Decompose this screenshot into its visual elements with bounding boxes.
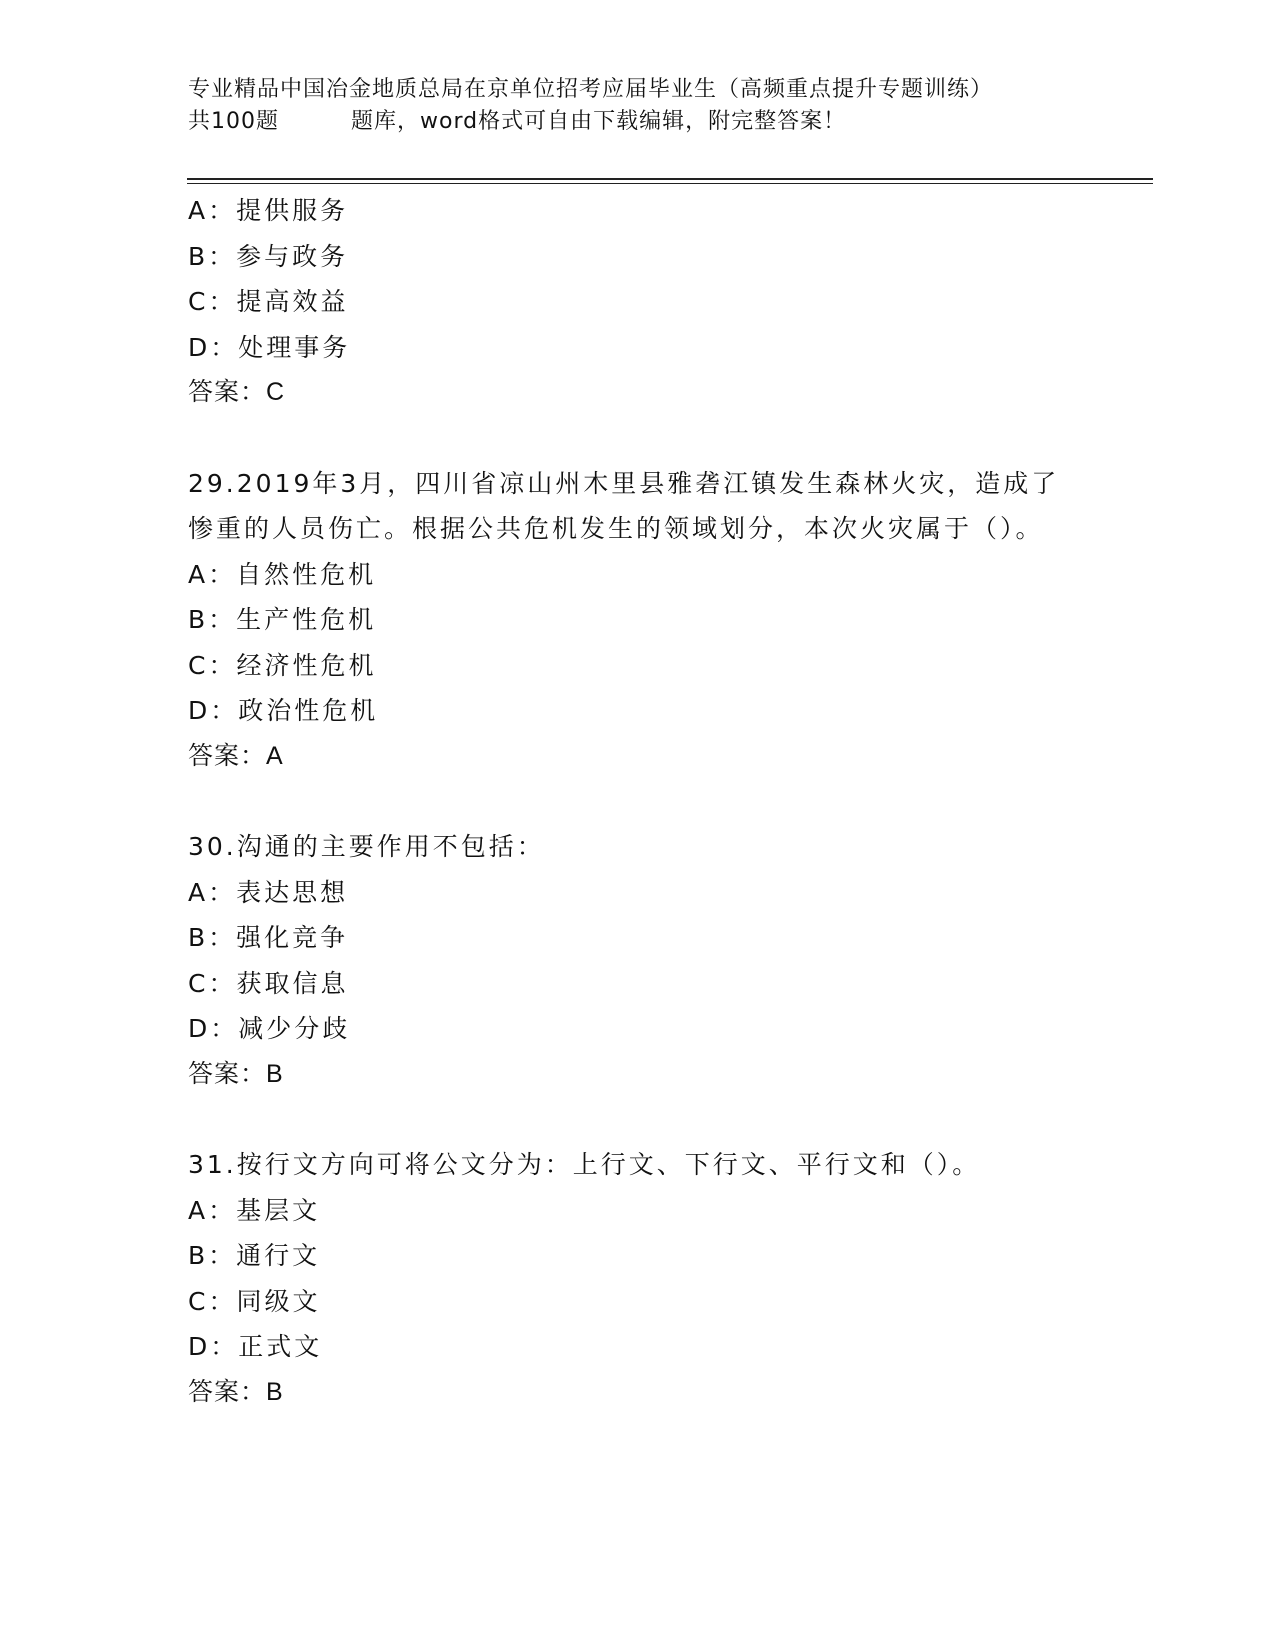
header-subtitle: [188, 106, 1088, 138]
option-b: B：参与政务: [188, 241, 349, 271]
answer-line: [188, 370, 1088, 416]
question-block-30: [188, 824, 1088, 1097]
question-list: [188, 188, 1088, 1415]
answer-label: 答案：: [188, 1059, 267, 1088]
question-block-31: [188, 1142, 1088, 1415]
answer-value: A: [266, 741, 283, 770]
header-divider-thin: [187, 183, 1153, 184]
answer-label: 答案：: [188, 378, 267, 406]
option-b: B：强化竞争: [188, 923, 349, 952]
option-b: B：通行文: [188, 1241, 321, 1270]
answer-value: B: [266, 1059, 283, 1088]
option-d: D：处理事务: [188, 332, 351, 362]
option-b: B：生产性危机: [188, 605, 377, 634]
question-block-28: [188, 188, 1088, 416]
answer-value: C: [266, 378, 285, 406]
option-a: A：自然性危机: [188, 559, 377, 589]
option-a: A：基层文: [188, 1195, 321, 1225]
option-d: D：政治性危机: [188, 696, 379, 725]
option-d: D：减少分歧: [188, 1014, 351, 1043]
question-text: 29.2019年3月，四川省凉山州木里县雅砻江镇发生森林火灾，造成了惨重的人员伤亡。根据公共危机发生的领域划分，本次火灾属于（）。: [188, 468, 1060, 543]
answer-line: [188, 734, 1088, 780]
option-c: C：同级文: [188, 1286, 321, 1316]
answer-label: 答案：: [188, 1377, 267, 1406]
question-text: 30.沟通的主要作用不包括：: [188, 832, 545, 861]
answer-label: 答案：: [188, 741, 267, 770]
answer-line: [188, 1370, 1088, 1416]
option-a: A：表达思想: [188, 877, 349, 907]
question-text: 31.按行文方向可将公文分为：上行文、下行文、平行文和（）。: [188, 1150, 981, 1179]
option-a: A：提供服务: [188, 196, 349, 225]
option-c: C：提高效益: [188, 287, 349, 316]
option-c: C：经济性危机: [188, 650, 377, 680]
header-count: 共100题: [188, 109, 279, 134]
answer-line: [188, 1052, 1088, 1098]
option-d: D：正式文: [188, 1332, 323, 1361]
header-description: 题库，word格式可自由下载编辑，附完整答案！: [351, 109, 847, 134]
option-c: C：获取信息: [188, 968, 349, 998]
answer-value: B: [266, 1377, 283, 1406]
page-header: [188, 74, 1088, 138]
question-block-29: [188, 461, 1088, 780]
header-title: 专业精品中国冶金地质总局在京单位招考应届毕业生（高频重点提升专题训练）: [188, 77, 994, 102]
header-divider-thick: [187, 178, 1153, 180]
